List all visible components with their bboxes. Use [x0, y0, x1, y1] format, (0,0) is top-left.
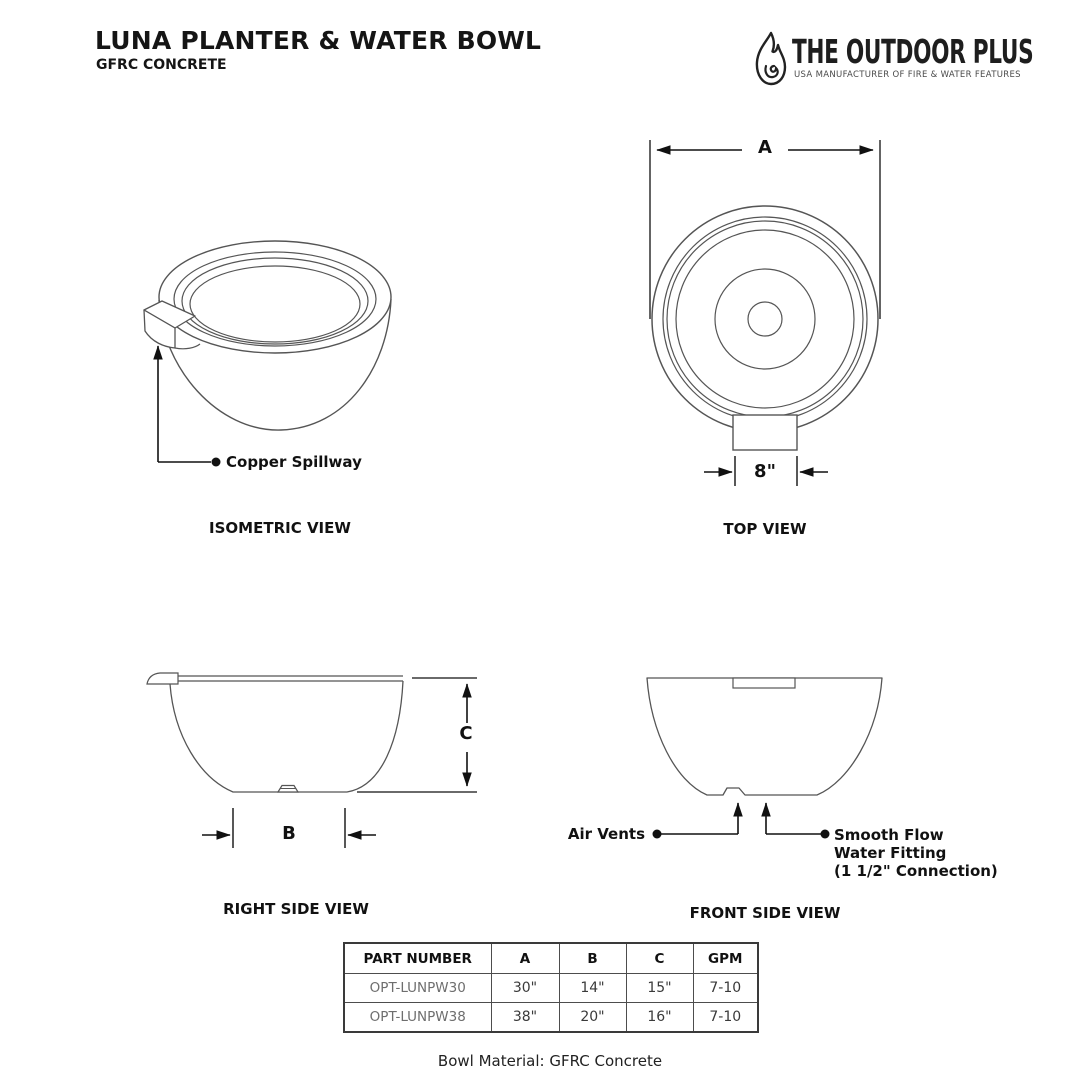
water-fitting-label-line1: Smooth Flow [834, 826, 944, 844]
front-side-view-caption: FRONT SIDE VIEW [689, 904, 841, 922]
table-header-row [344, 943, 758, 974]
copper-spillway-label: Copper Spillway [226, 453, 362, 471]
top-view-drawing [620, 120, 920, 550]
water-fitting-label-line3: (1 1/2" Connection) [834, 862, 998, 880]
header-b: B [559, 943, 626, 974]
spillway-slot-front-shape [733, 678, 795, 688]
page-subtitle: GFRC CONCRETE [96, 57, 227, 73]
part-number-cell: OPT-LUNPW30 [344, 974, 491, 1003]
right-side-view-caption: RIGHT SIDE VIEW [223, 900, 369, 918]
right-side-view-drawing [130, 640, 490, 860]
header-c: C [626, 943, 693, 974]
water-fitting-label [834, 826, 998, 880]
copper-spillway-leader [158, 346, 221, 467]
header-a: A [491, 943, 559, 974]
flame-icon [750, 30, 792, 88]
gpm-cell: 7-10 [693, 974, 758, 1003]
header-part-number: PART NUMBER [344, 943, 491, 974]
dim-c-cell: 15" [626, 974, 693, 1003]
dim-b-cell: 20" [559, 1003, 626, 1033]
dim-c-label: C [452, 723, 480, 744]
bowl-material-note: Bowl Material: GFRC Concrete [437, 1052, 663, 1070]
spillway-slot-shape [733, 415, 797, 450]
dim-a-cell: 30" [491, 974, 559, 1003]
page-title: LUNA PLANTER & WATER BOWL [95, 26, 542, 55]
brand-logo [750, 30, 1034, 88]
fitting-bump-shape [278, 786, 298, 793]
dim-c-cell: 16" [626, 1003, 693, 1033]
table-row [344, 1003, 758, 1033]
dim-b-cell: 14" [559, 974, 626, 1003]
isometric-view-drawing [100, 200, 460, 480]
brand-tagline: USA MANUFACTURER OF FIRE & WATER FEATURES [794, 70, 1021, 80]
top-view-caption: TOP VIEW [723, 520, 807, 538]
dim-spillway-label: 8" [754, 461, 776, 482]
air-vents-label: Air Vents [567, 825, 645, 843]
gpm-cell: 7-10 [693, 1003, 758, 1033]
dim-b-label: B [282, 823, 296, 844]
water-fitting-label-line2: Water Fitting [834, 844, 947, 862]
dim-a-label: A [758, 137, 772, 158]
dim-a-cell: 38" [491, 1003, 559, 1033]
part-number-cell: OPT-LUNPW38 [344, 1003, 491, 1033]
water-fitting-leader [766, 803, 830, 839]
brand-name: THE OUTDOOR PLUS [792, 32, 1034, 71]
header-gpm: GPM [693, 943, 758, 974]
air-vents-leader [653, 803, 739, 839]
isometric-view-caption: ISOMETRIC VIEW [209, 519, 351, 537]
table-row [344, 974, 758, 1003]
spec-table [343, 942, 759, 1033]
